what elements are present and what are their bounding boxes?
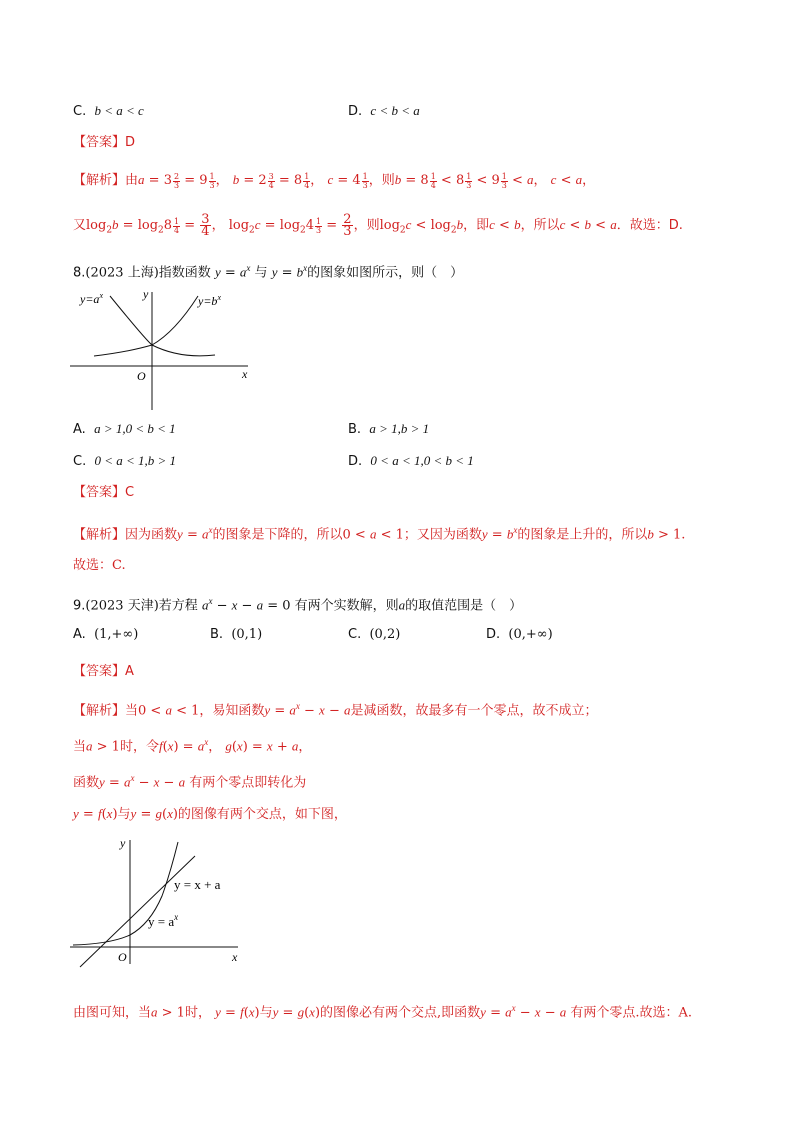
q8-option-a: A. a > 1,0 < b < 1 bbox=[73, 421, 176, 437]
label-b: $y=b^x$ bbox=[198, 293, 221, 308]
label-a: $y=a^x$ bbox=[80, 291, 103, 306]
q9-analysis-line4: y = f(x)与y = g(x)的图像有两个交点，如下图， bbox=[73, 806, 347, 822]
q7-analysis-line1: 【解析】由a = 3 $\frac{2}{3}$ = 9 $\frac{1}{3}$ ， b = 2 $\frac{3}{4}$ = 8 $\frac{1}{4}$ ， c = 4 $\frac{1}{3}$ ，则b = 8 $\frac{1}{4}$ < 8 $\frac{1}{3}$ < 9 $\frac{1}{3}$ < a， c < a， bbox=[73, 171, 596, 190]
label-line: y = x + a bbox=[174, 877, 221, 892]
origin-label: O bbox=[118, 950, 127, 964]
q9-option-b: B. (0,1) bbox=[210, 627, 263, 642]
q9-analysis-line2: 当a > 1时，令$f(x) = a^x$， g(x) = x + a， bbox=[73, 737, 312, 755]
q9-option-a: A. (1,+∞) bbox=[73, 627, 139, 642]
q8-analysis: 【解析】因为函数$y = a^x$的图象是下降的，所以0 < a < 1；又因为函数$y = b^x$的图象是上升的，所以b > 1. bbox=[73, 525, 686, 543]
q8-option-c: C. 0 < a < 1,b > 1 bbox=[73, 453, 177, 469]
q9-answer: 【答案】A bbox=[73, 664, 134, 679]
q9-graph bbox=[70, 834, 255, 968]
q9-stem: 9.(2023 天津)若方程 $a^x - x - a = 0$ 有两个实数解，则a的取值范围是（ ） bbox=[73, 596, 523, 614]
axis-x-label: x bbox=[242, 367, 248, 381]
label-curve: $y = a^x$ bbox=[148, 912, 179, 929]
q9-analysis-line3: 函数$y = a^x - x - a$ 有两个零点即转化为 bbox=[73, 773, 307, 791]
q8-option-d: D. 0 < a < 1,0 < b < 1 bbox=[348, 453, 474, 469]
q9-option-c: C. (0,2) bbox=[348, 627, 401, 642]
q9-option-d: D. (0,+∞) bbox=[486, 627, 553, 642]
q7-analysis-line2: 又$\log_2b = \log_28$ $\frac{1}{4}$ = $\frac{3}{4}$ ， $\log_2c = \log_24$ $\frac{1}{3}$ = $\frac{2}{3}$ ，则$\log_2c < \log_2b$，即c < b，所以c < b < a．故选：D. bbox=[73, 212, 683, 239]
curve-b-x bbox=[94, 296, 198, 356]
axis-x-label: x bbox=[232, 950, 238, 964]
q7-answer: 【答案】D bbox=[73, 135, 136, 150]
q8-graph bbox=[70, 284, 255, 414]
curve-a-x bbox=[73, 842, 178, 945]
origin-label: O bbox=[137, 369, 146, 383]
q8-option-b: B. a > 1,b > 1 bbox=[348, 421, 430, 437]
q9-conclusion: 由图可知，当a > 1时， y = f(x)与y = g(x)的图像必有两个交点,即函数$y = a^x - x - a$ 有两个零点.故选：A. bbox=[73, 1003, 693, 1021]
q7-option-c: C. b < a < c bbox=[73, 103, 144, 119]
q8-analysis-end: 故选：C. bbox=[73, 558, 126, 573]
q8-stem: 8.(2023 上海)指数函数 $y = a^x$ 与 $y = b^x$的图象如图所示，则（ ） bbox=[73, 263, 464, 281]
axis-y-label: y bbox=[120, 836, 126, 850]
q8-answer: 【答案】C bbox=[73, 485, 135, 500]
axis-y-label: y bbox=[143, 287, 149, 301]
q9-analysis-line1: 【解析】当0 < a < 1，易知函数$y = a^x - x - a$是减函数，故最多有一个零点，故不成立； bbox=[73, 701, 598, 719]
q7-option-d: D. c < b < a bbox=[348, 103, 420, 119]
